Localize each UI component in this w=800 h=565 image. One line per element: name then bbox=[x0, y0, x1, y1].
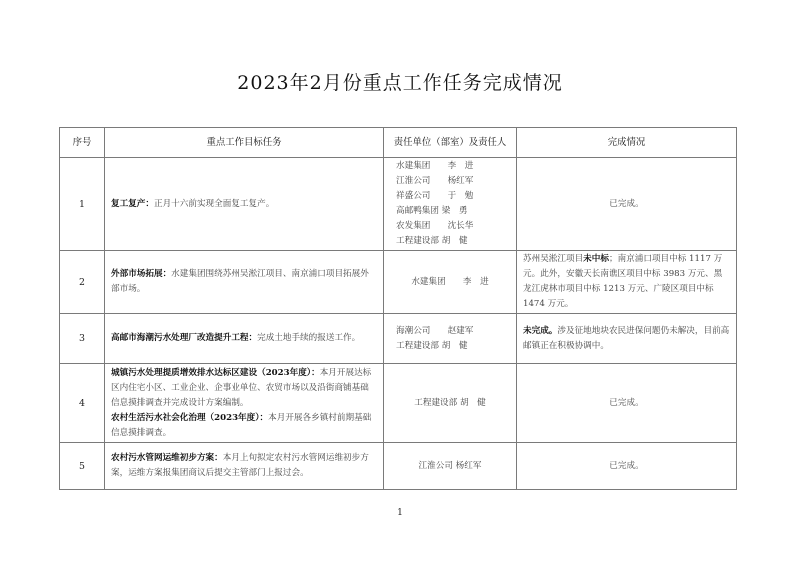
row-status: 已完成。 bbox=[517, 443, 737, 490]
responsible-entry: 水建集团 李 进 bbox=[411, 276, 489, 287]
responsible-entry: 祥盛公司 于 勉 bbox=[396, 191, 474, 201]
task-title-secondary: 农村生活污水社会化治理（2023年度）： bbox=[111, 412, 269, 423]
task-detail: 完成土地手续的报送工作。 bbox=[257, 333, 361, 343]
row-task bbox=[105, 158, 384, 251]
row-index: 5 bbox=[60, 443, 105, 490]
row-index: 4 bbox=[60, 364, 105, 443]
responsible-entry: 海潮公司 赵建军 bbox=[396, 325, 474, 336]
row-task bbox=[105, 251, 384, 314]
row-index: 2 bbox=[60, 251, 105, 314]
row-responsible bbox=[384, 158, 517, 251]
table-row bbox=[60, 251, 737, 314]
task-title: 农村污水管网运维初步方案： bbox=[111, 453, 223, 463]
row-status: 已完成。 bbox=[517, 364, 737, 443]
responsible-entry: 高邮鸭集团 梁 勇 bbox=[396, 206, 468, 216]
row-index: 1 bbox=[60, 158, 105, 251]
row-status bbox=[517, 251, 737, 314]
header-responsible: 责任单位（部室）及责任人 bbox=[384, 128, 517, 158]
responsible-entry: 水建集团 李 进 bbox=[396, 161, 474, 171]
status-detail: 涉及征地地块农民进保问题仍未解决，目前高邮镇正在积极协调中。 bbox=[523, 325, 730, 351]
responsible-entry: 农发集团 沈长华 bbox=[396, 221, 474, 231]
responsible-entry: 江淮公司 杨红军 bbox=[418, 460, 482, 471]
row-task bbox=[105, 443, 384, 490]
row-status: 已完成。 bbox=[517, 158, 737, 251]
table-header-row bbox=[60, 128, 737, 158]
responsible-entry: 工程建设部 胡 健 bbox=[396, 236, 468, 246]
task-detail-secondary: 本月开展各乡镇村前期基础信息摸排调查。 bbox=[111, 412, 372, 438]
row-responsible bbox=[384, 364, 517, 443]
task-table bbox=[59, 127, 737, 490]
table-row bbox=[60, 314, 737, 364]
responsible-entry: 江淮公司 杨红军 bbox=[396, 176, 474, 186]
row-status bbox=[517, 314, 737, 364]
page-number: 1 bbox=[397, 508, 403, 518]
task-title: 高邮市海潮污水处理厂改造提升工程： bbox=[111, 333, 258, 343]
header-task: 重点工作目标任务 bbox=[105, 128, 384, 158]
task-detail: 正月十六前实现全面复工复产。 bbox=[153, 198, 275, 209]
status-prefix: 苏州吴淞江项目 bbox=[523, 254, 584, 264]
document-title: 2023年2月份重点工作任务完成情况 bbox=[237, 72, 563, 94]
task-title: 复工复产： bbox=[111, 198, 154, 209]
task-title: 外部市场拓展： bbox=[111, 269, 172, 279]
table-row bbox=[60, 364, 737, 443]
responsible-entry: 工程建设部 胡 健 bbox=[396, 340, 468, 351]
responsible-entry: 工程建设部 胡 健 bbox=[414, 397, 486, 408]
table-row bbox=[60, 443, 737, 490]
task-detail: 水建集团围绕苏州吴淞江项目、南京浦口项目拓展外部市场。 bbox=[111, 269, 369, 294]
task-detail: 本月开展达标区内住宅小区、工业企业、企事业单位、农贸市场以及沿街商铺基础信息摸排调查并完成设计方案编制。 bbox=[111, 367, 372, 408]
task-detail: 本月上旬拟定农村污水管网运维初步方案，运维方案报集团商议后提交主管部门上报过会。 bbox=[111, 453, 369, 478]
row-responsible bbox=[384, 251, 517, 314]
header-index: 序号 bbox=[60, 128, 105, 158]
row-responsible bbox=[384, 443, 517, 490]
status-highlight: 未完成。 bbox=[523, 325, 558, 336]
status-highlight: 未中标 bbox=[583, 254, 609, 264]
row-index: 3 bbox=[60, 314, 105, 364]
row-responsible bbox=[384, 314, 517, 364]
row-task bbox=[105, 314, 384, 364]
status-detail: ；南京浦口项目中标 1117 万元。此外，安徽天长南谯区项目中标 3983 万元、黑龙江虎林市项目中标 1213 万元、广陵区项目中标 1474 万元。 bbox=[523, 254, 723, 309]
row-task bbox=[105, 364, 384, 443]
header-status: 完成情况 bbox=[517, 128, 737, 158]
table-row bbox=[60, 158, 737, 251]
task-title: 城镇污水处理提质增效排水达标区建设（2023年度）： bbox=[111, 367, 320, 378]
